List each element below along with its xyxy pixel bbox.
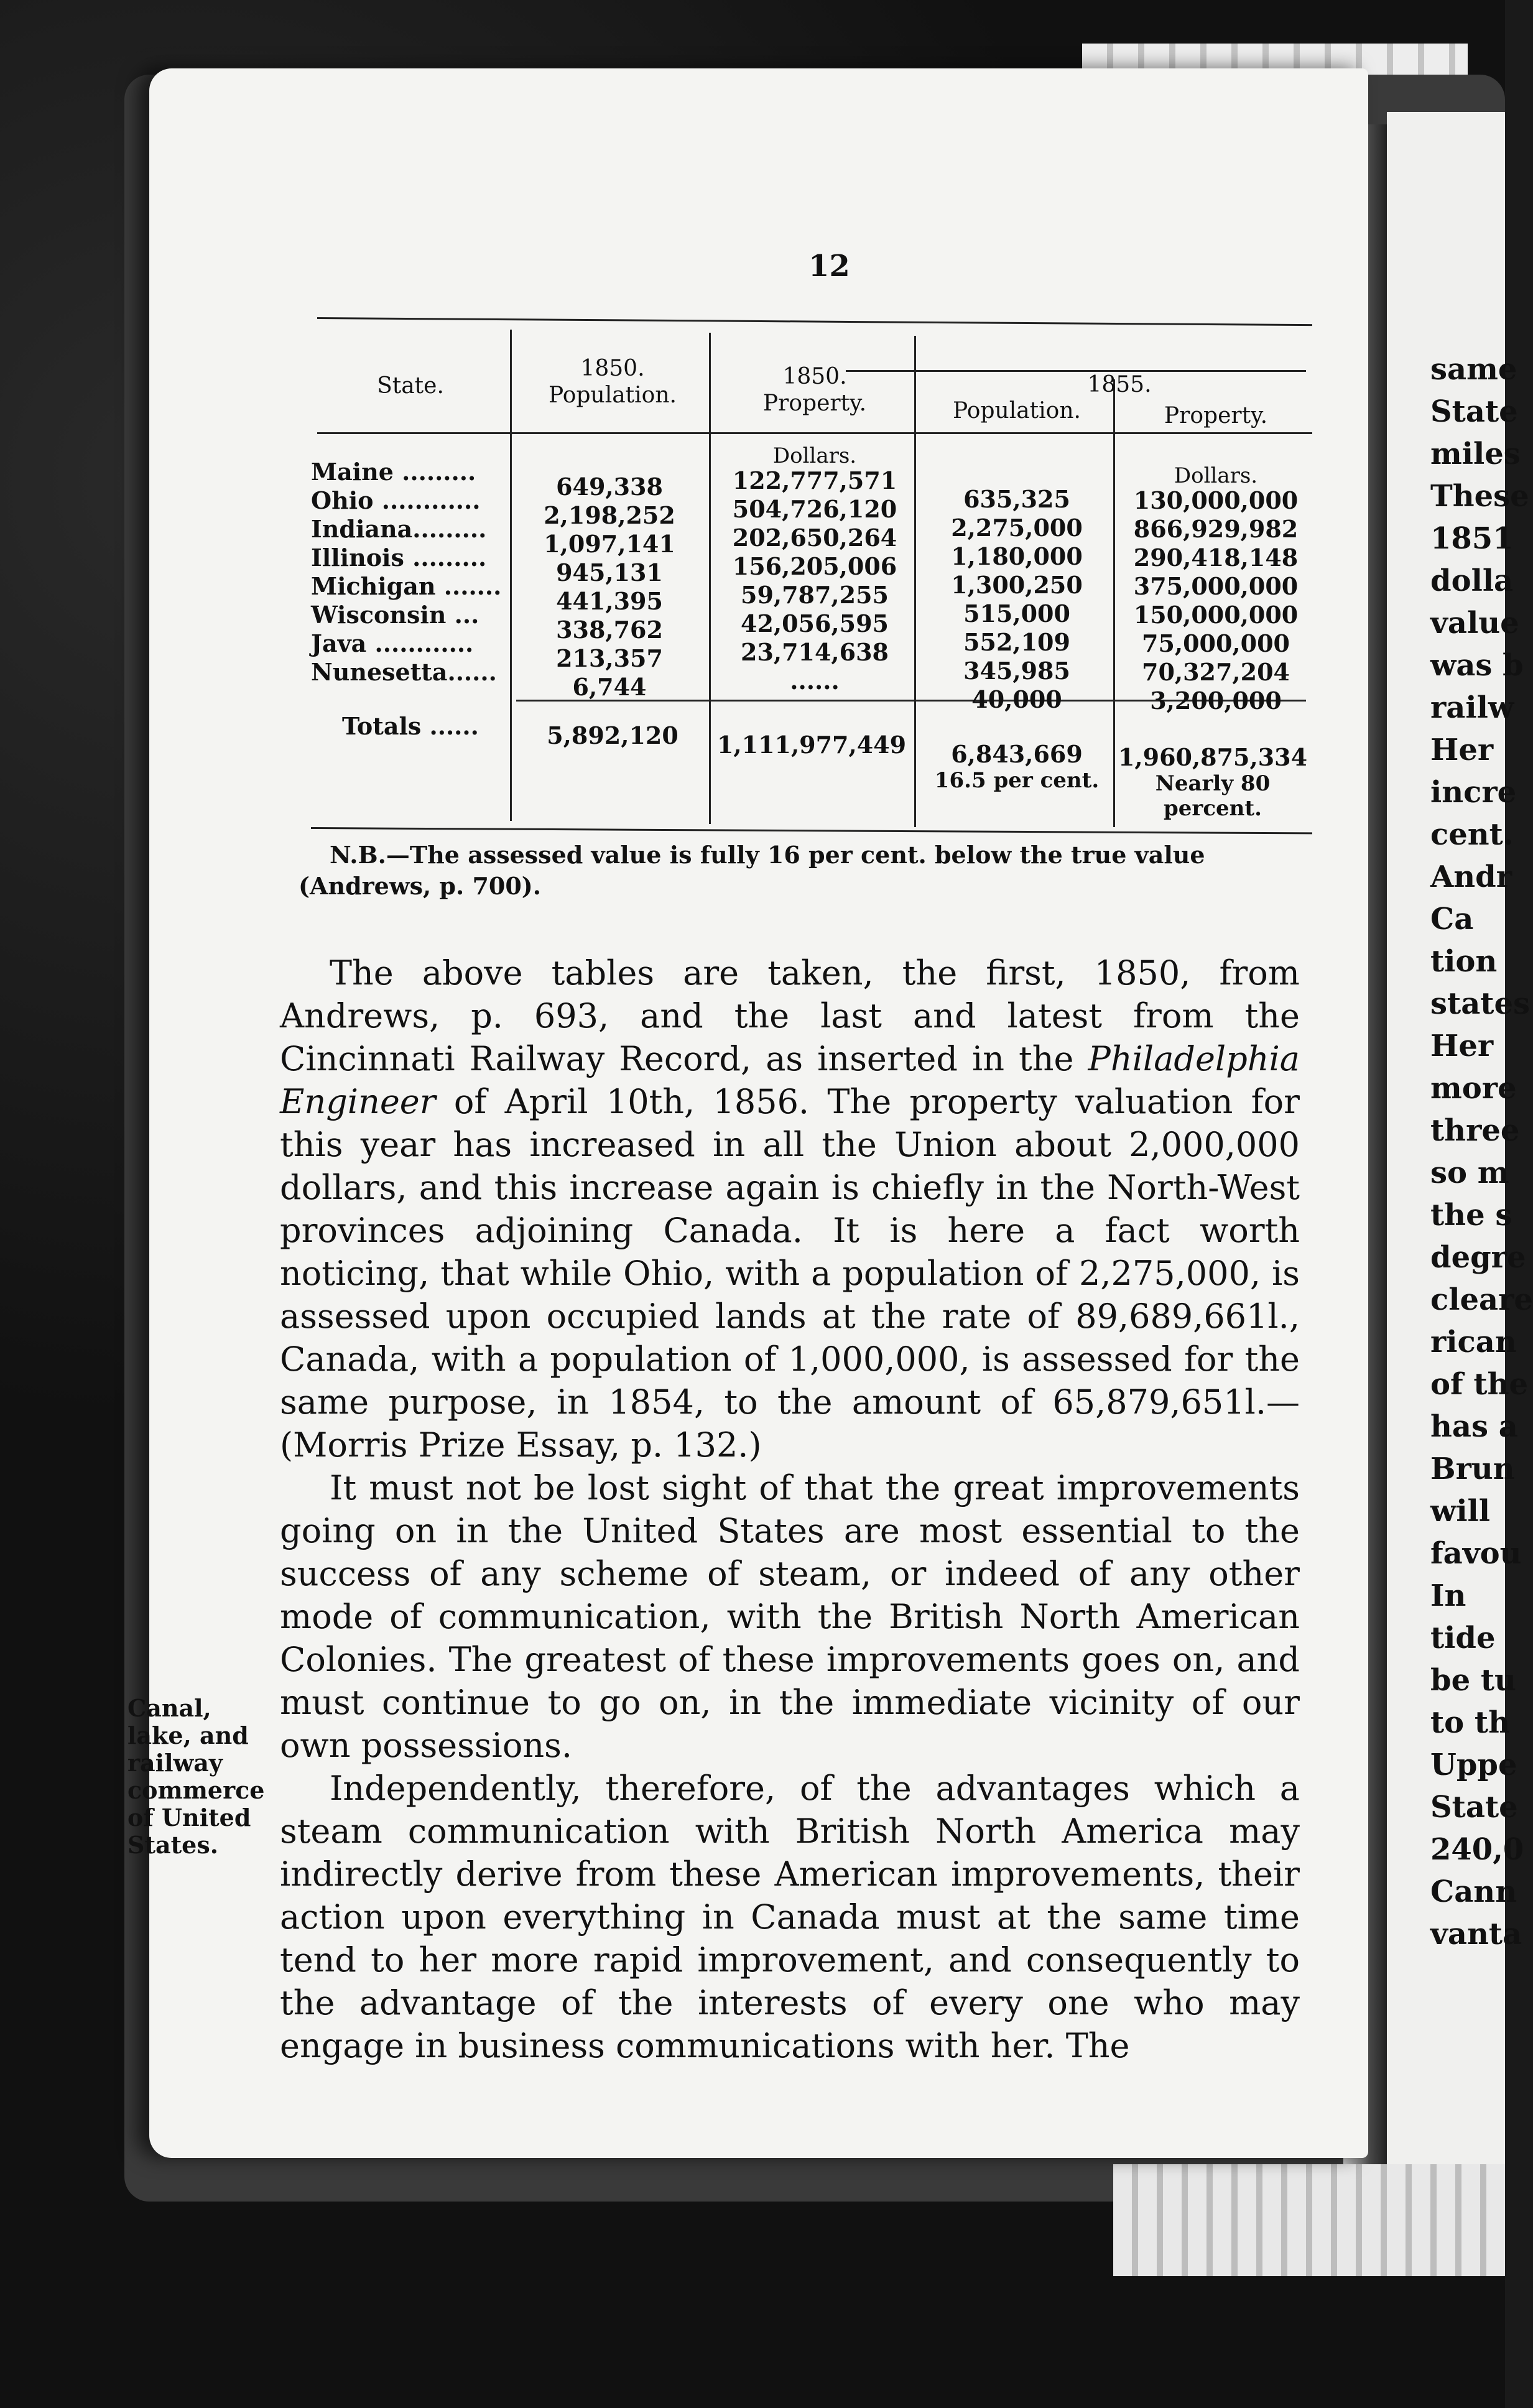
state-name: Wisconsin ... <box>311 601 479 629</box>
facing-line: value <box>1430 606 1519 641</box>
total-prop-1855: 1,960,875,334 <box>1118 743 1308 771</box>
unit-1855-prop: Dollars. <box>1174 463 1258 488</box>
pop-1855-value: 2,275,000 <box>951 514 1083 542</box>
total-prop-1850: 1,111,977,449 <box>716 731 907 759</box>
pop-1850-value: 213,357 <box>556 644 663 672</box>
prop-1855-value: 3,200,000 <box>1150 687 1282 715</box>
facing-line: was b <box>1430 648 1524 683</box>
facing-line: incre <box>1430 775 1517 810</box>
facing-line: Ca <box>1430 902 1474 937</box>
facing-line: so m <box>1430 1155 1509 1190</box>
facing-line: has a <box>1430 1409 1518 1444</box>
facing-line: Andr <box>1430 859 1512 894</box>
footnote: N.B.—The assessed value is fully 16 per cent. below the true value (Andrews, p. 700). <box>299 841 1205 900</box>
body-text <box>280 952 1300 2067</box>
facing-line: Her <box>1430 1029 1494 1063</box>
prop-1855-value: 375,000,000 <box>1133 572 1299 600</box>
prop-1850-value: 42,056,595 <box>741 609 889 637</box>
facing-line: tide <box>1430 1621 1496 1656</box>
pop-1850-value: 6,744 <box>572 673 647 701</box>
facing-line: of the <box>1430 1367 1528 1402</box>
facing-line: 1851 <box>1430 521 1514 556</box>
facing-line: miles <box>1430 437 1521 471</box>
facing-line: cleare <box>1430 1282 1533 1317</box>
facing-line: cent. <box>1430 817 1514 852</box>
facing-line: favou <box>1430 1536 1522 1571</box>
page-edge-bottom <box>1113 2164 1505 2276</box>
facing-line: rican <box>1430 1325 1517 1359</box>
facing-line: 240,0 <box>1430 1832 1524 1867</box>
prop-1850-value: 59,787,255 <box>741 581 889 609</box>
column-rule-3 <box>914 336 916 827</box>
facing-line: degre <box>1430 1240 1526 1275</box>
paragraph: Independently, therefore, of the advantages which a steam communication with British North America may indirectly derive from these American improvements, their action upon everything in Canada must at the same time tend to her more rapid improvement, and consequently to the advantage of the interests of every one who may engage in business communications with her. The <box>280 1769 1300 2065</box>
total-pop-1850: 5,892,120 <box>547 721 679 749</box>
margin-note: Canal, lake, and railway commerce of United States. <box>127 1694 265 1859</box>
prop-1850-value: 122,777,571 <box>732 466 897 494</box>
state-name: Java ............ <box>311 629 474 657</box>
facing-line: Her <box>1430 733 1494 767</box>
facing-line: State <box>1430 394 1518 429</box>
facing-line: the s <box>1430 1198 1512 1233</box>
paragraph <box>280 952 1300 1466</box>
unit-1850-prop: Dollars. <box>772 443 857 468</box>
pop-1855-value: 345,985 <box>963 657 1070 685</box>
pop-1850-value: 945,131 <box>556 558 663 586</box>
header-1855-prop: Property. <box>1164 403 1268 428</box>
facing-line: states <box>1430 986 1531 1021</box>
facing-page-text <box>1430 348 1533 1955</box>
pop-1850-value: 1,097,141 <box>544 530 675 558</box>
state-name: Indiana......... <box>311 515 487 543</box>
pop-1855-value: 1,180,000 <box>951 542 1083 570</box>
facing-line: Uppe <box>1430 1748 1517 1782</box>
facing-line: tion <box>1430 944 1498 979</box>
facing-line: Cann <box>1430 1874 1517 1909</box>
header-1855-year: 1855. <box>1087 372 1152 397</box>
column-rule-1 <box>510 330 512 821</box>
facing-line: railw <box>1430 690 1514 725</box>
pop-1850-value: 2,198,252 <box>544 501 675 529</box>
total-prop-1855-note: Nearly 80 percent. <box>1155 771 1271 821</box>
prop-1850-value: ...... <box>790 667 840 695</box>
pop-1850-value: 441,395 <box>556 587 663 615</box>
total-pop-1855-note: 16.5 per cent. <box>934 768 1100 793</box>
prop-1855-value: 290,418,148 <box>1133 544 1299 572</box>
pop-1855-value: 1,300,250 <box>951 571 1083 599</box>
table-top-rule <box>317 317 1312 326</box>
prop-1855-value: 866,929,982 <box>1133 515 1299 543</box>
prop-1855-value: 75,000,000 <box>1142 629 1290 657</box>
prop-1850-value: 504,726,120 <box>732 495 897 523</box>
prop-1850-value: 156,205,006 <box>732 552 897 580</box>
header-state: State. <box>377 373 444 399</box>
total-pop-1855: 6,843,669 <box>951 740 1083 768</box>
prop-1855-value: 70,327,204 <box>1142 658 1290 686</box>
paragraph-text: The above tables are taken, the first, 1850, from Andrews, p. 693, and the last and latest from the Cincinnati Railway Record, as inserted in the <box>280 953 1300 1078</box>
facing-line: Brun <box>1430 1452 1515 1486</box>
table-bottom-rule <box>311 827 1312 834</box>
prop-1850-value: 202,650,264 <box>732 524 897 552</box>
header-1850-pop: Population. <box>549 382 677 408</box>
prop-1855-value: 150,000,000 <box>1133 601 1299 629</box>
pop-1850-value: 338,762 <box>556 616 663 644</box>
pop-1850-column <box>516 473 703 702</box>
page-number: 12 <box>808 249 850 284</box>
state-name: Maine ......... <box>311 458 476 486</box>
facing-line: In <box>1430 1578 1466 1613</box>
facing-line: will <box>1430 1494 1491 1529</box>
statistics-table <box>311 317 1318 833</box>
pop-1855-value: 515,000 <box>963 600 1070 627</box>
prop-1850-column <box>715 466 914 695</box>
state-name: Illinois ......... <box>311 544 487 572</box>
table-header-rule <box>317 432 1312 434</box>
state-name: Michigan ....... <box>311 572 502 600</box>
facing-line: to th <box>1430 1705 1510 1740</box>
pop-1855-value: 40,000 <box>971 685 1062 713</box>
totals-label: Totals ...... <box>342 712 479 740</box>
facing-line: dolla <box>1430 563 1514 598</box>
header-1855-pop: Population. <box>953 398 1081 424</box>
facing-line: State <box>1430 1790 1518 1825</box>
facing-line: be tu <box>1430 1663 1516 1698</box>
pop-1855-value: 635,325 <box>963 485 1070 513</box>
italic-title: Philadelphia Engineer <box>280 1039 1300 1121</box>
pop-1850-value: 649,338 <box>556 473 663 501</box>
header-1850-prop-year: 1850. <box>782 364 847 389</box>
paragraph-text: of April 10th, 1856. The property valuation for this year has increased in all the Union about 2,000,000 dollars, and this increase again is chiefly in the North-West provinces adjoining Canada. It is here a fact worth noticing, that while Ohio, with a population of 2,275,000, is assessed upon occupied lands at the rate of 89,689,661l., Canada, with a population of 1,000,000, is assessed for the same purpose, in 1854, to the amount of 65,879,651l.—(Morris Prize Essay, p. 132.) <box>280 1082 1300 1465</box>
pop-1855-value: 552,109 <box>963 628 1070 656</box>
state-name: Ohio ............ <box>311 486 481 514</box>
pop-1855-column <box>920 485 1113 714</box>
facing-line: more <box>1430 1071 1517 1106</box>
header-1850-pop-year: 1850. <box>580 356 645 381</box>
state-column <box>311 458 510 687</box>
paragraph: It must not be lost sight of that the great improvements going on in the United States are most essential to the success of any scheme of steam, or indeed of any other mode of communication, with the British North American Colonies. The greatest of these improvements goes on, and must continue to go on, in the immediate vicinity of our own possessions. <box>280 1468 1300 1765</box>
facing-line: These <box>1430 479 1529 514</box>
facing-line: three <box>1430 1113 1520 1148</box>
facing-line: vanta <box>1430 1917 1522 1952</box>
prop-1855-value: 130,000,000 <box>1133 486 1299 514</box>
state-name: Nunesetta...... <box>311 658 497 686</box>
header-1850-prop: Property. <box>762 391 867 416</box>
prop-1850-value: 23,714,638 <box>741 638 889 666</box>
facing-line: same <box>1430 352 1517 387</box>
prop-1855-column <box>1119 486 1312 715</box>
